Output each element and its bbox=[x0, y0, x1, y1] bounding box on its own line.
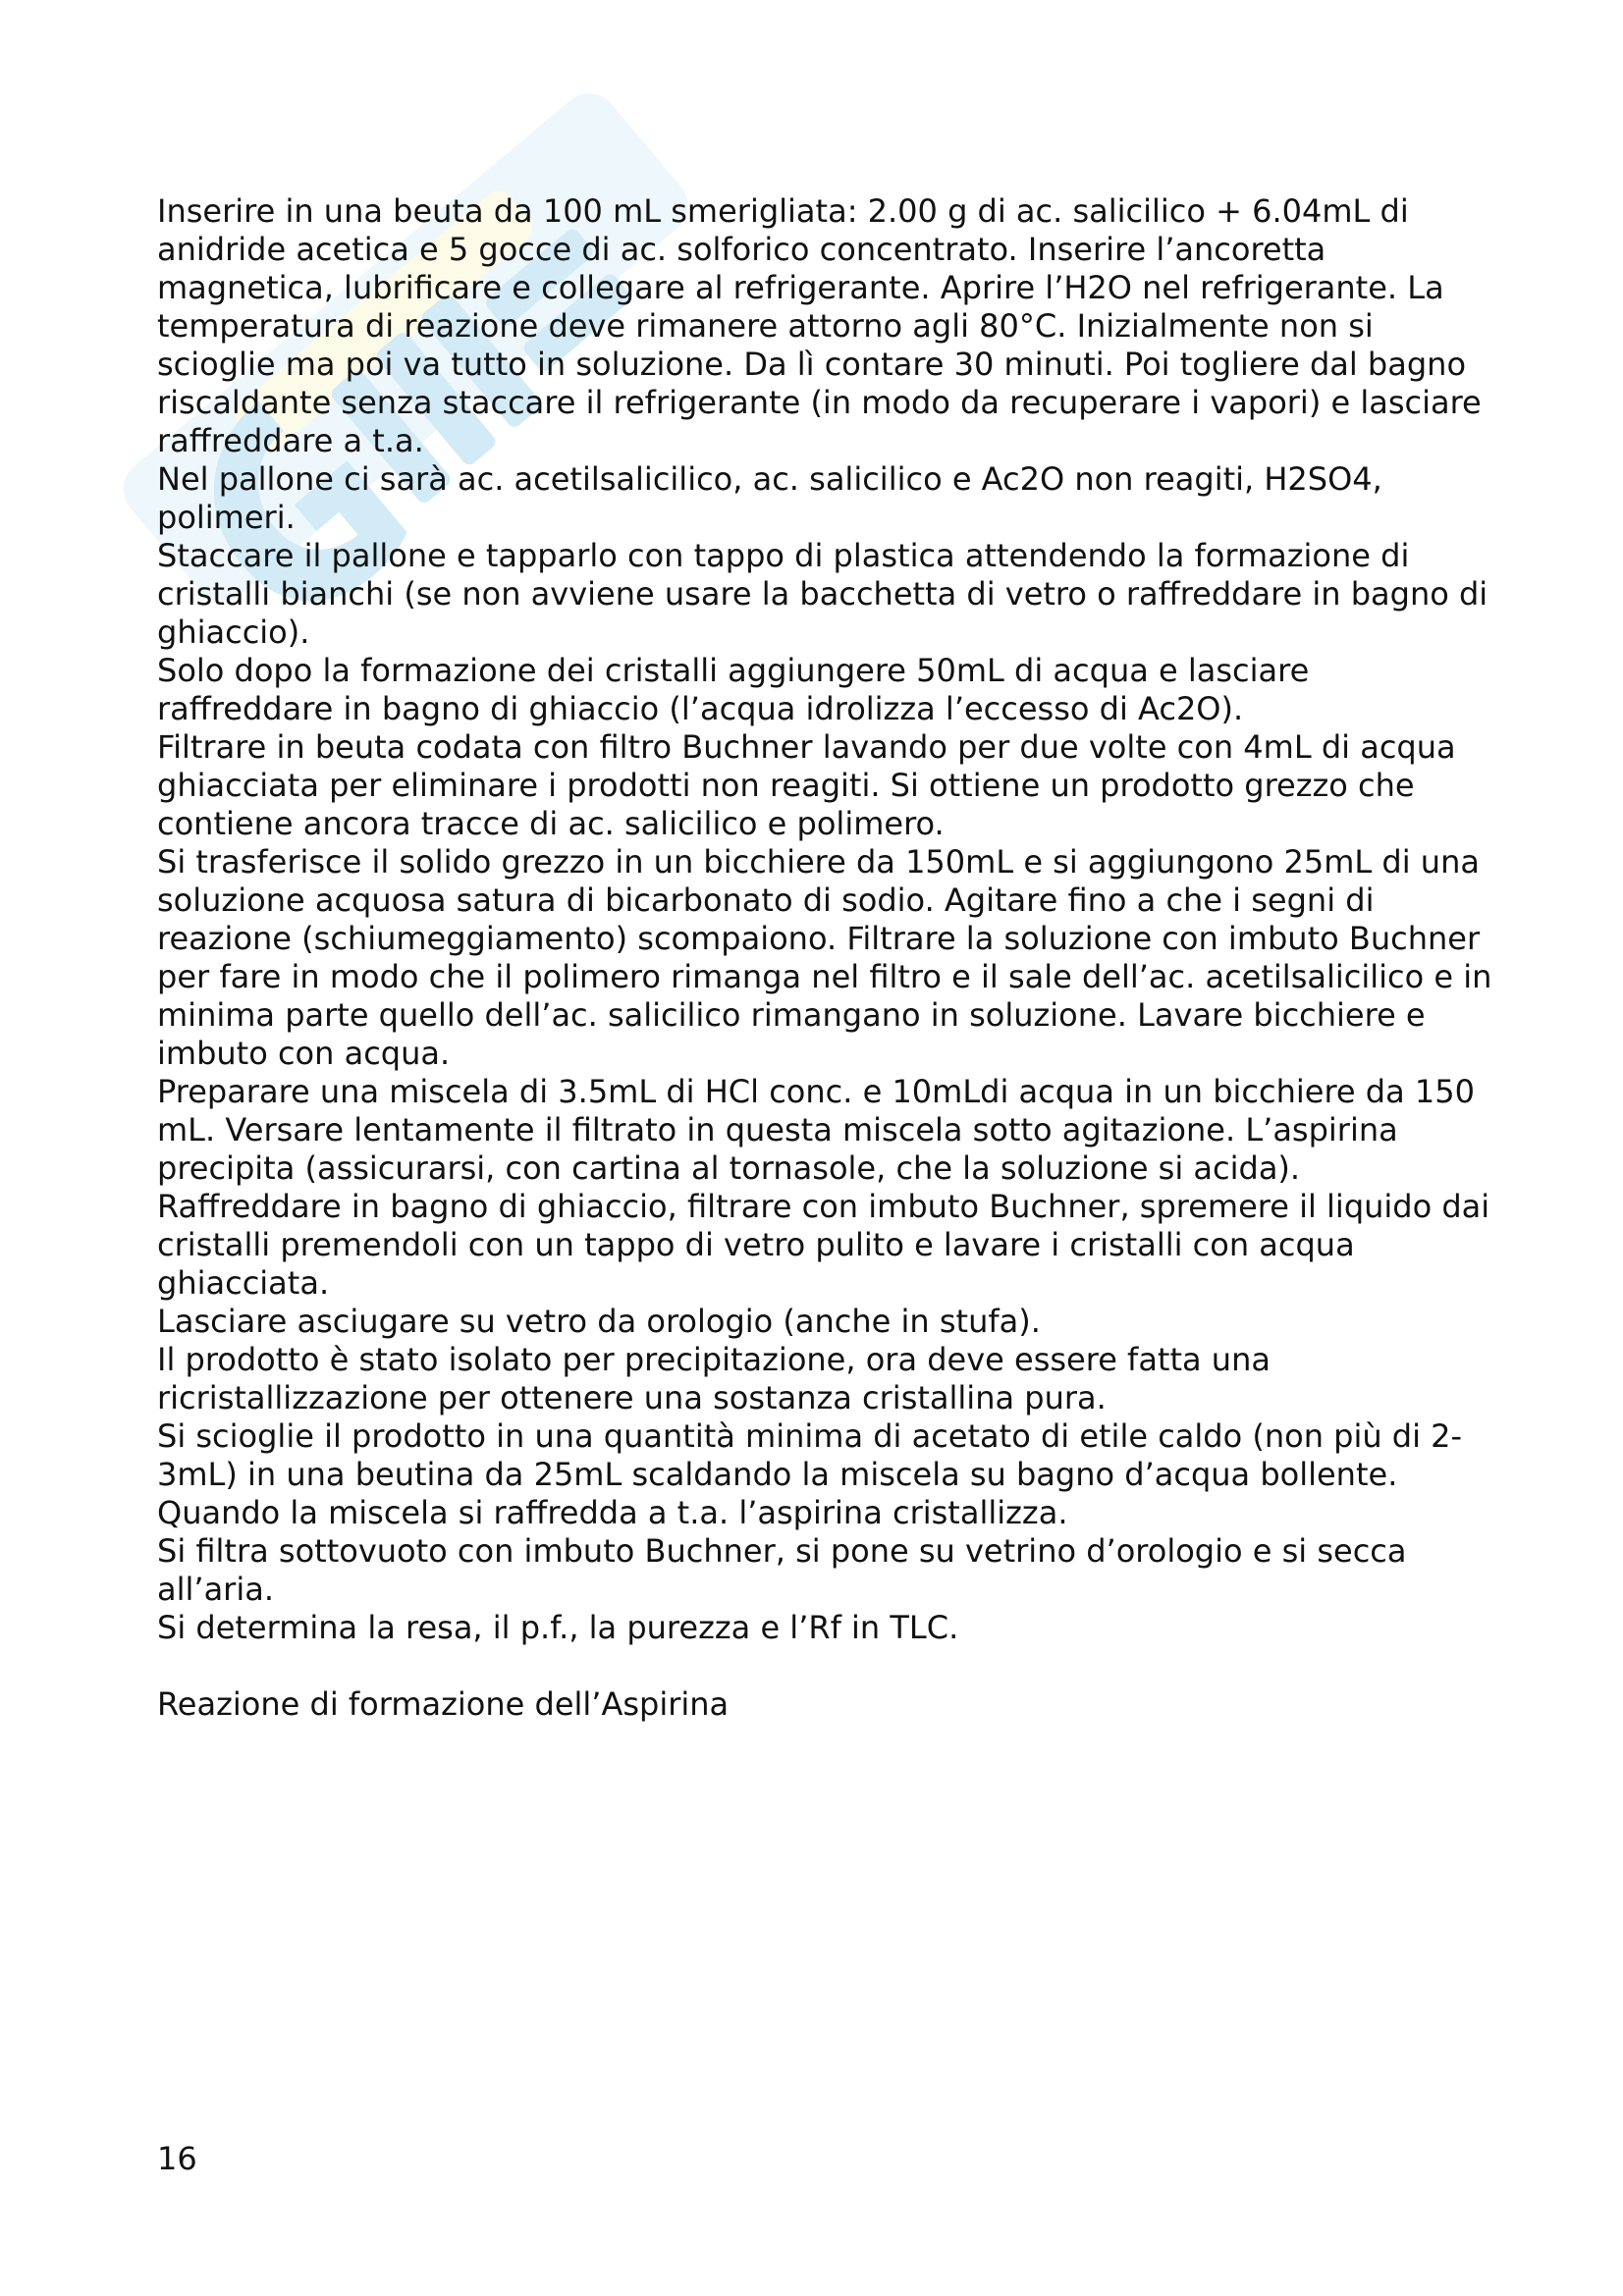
paragraph: Si determina la resa, il p.f., la purezza e l’Rf in TLC. bbox=[157, 1609, 959, 1646]
paragraph: Il prodotto è stato isolato per precipitazione, ora deve essere fatta una ricristallizzazione per ottenere una sostanza cristallina pura. bbox=[157, 1341, 1271, 1416]
paragraph: Si trasferisce il solido grezzo in un bicchiere da 150mL e si aggiungono 25mL di una soluzione acquosa satura di bicarbonato di sodio. Agitare fino a che i segni di reazione (schiumeggiamento) scompaiono. Filtrare la soluzione con imbuto Buchner per fare in modo che il polimero rimanga nel filtro e il sale dell’ac. acetilsalicilico e in minima parte quello dell’ac. salicilico rimangano in soluzione. Lavare bicchiere e imbuto con acqua. bbox=[157, 843, 1492, 1072]
paragraph: Si filtra sottovuoto con imbuto Buchner, si pone su vetrino d’orologio e si secca all’aria. bbox=[157, 1532, 1407, 1608]
paragraph: Staccare il pallone e tapparlo con tappo di plastica attendendo la formazione di cristalli bianchi (se non avviene usare la bacchetta di vetro o raffreddare in bagno di ghiaccio). bbox=[157, 537, 1488, 651]
paragraph: Inserire in una beuta da 100 mL smerigliata: 2.00 g di ac. salicilico + 6.04mL di anidride acetica e 5 gocce di ac. solforico concentrato. Inserire l’ancoretta magnetica, lubrificare e collegare al refrigerante. Aprire l’H2O nel refrigerante. La temperatura di reazione deve rimanere attorno agli 80°C. Inizialmente non si scioglie ma poi va tutto in soluzione. Da lì contare 30 minuti. Poi togliere dal bagno riscaldante senza staccare il refrigerante (in modo da recuperare i vapori) e lasciare raffreddare a t.a. bbox=[157, 192, 1482, 459]
paragraph: Solo dopo la formazione dei cristalli aggiungere 50mL di acqua e lasciare raffreddare in bagno di ghiaccio (l’acqua idrolizza l’eccesso di Ac2O). bbox=[157, 652, 1310, 727]
page-number: 16 bbox=[157, 2140, 197, 2177]
paragraph: Filtrare in beuta codata con filtro Buchner lavando per due volte con 4mL di acqua ghiacciata per eliminare i prodotti non reagiti. Si ottiene un prodotto grezzo che contiene ancora tracce di ac. salicilico e polimero. bbox=[157, 728, 1456, 842]
paragraph: Si scioglie il prodotto in una quantità minima di acetato di etile caldo (non più di 2- 3mL) in una beutina da 25mL scaldando la miscela su bagno d’acqua bollente. Quando la miscela si raffredda a t.a. l’aspirina cristallizza. bbox=[157, 1417, 1463, 1531]
paragraph: Nel pallone ci sarà ac. acetilsalicilico, ac. salicilico e Ac2O non reagiti, H2SO4, polimeri. bbox=[157, 460, 1382, 536]
paragraph: Preparare una miscela di 3.5mL di HCl conc. e 10mLdi acqua in un bicchiere da 150 mL. Versare lentamente il filtrato in questa miscela sotto agitazione. L’aspirina precipita (assicurarsi, con cartina al tornasole, che la soluzione si acida). bbox=[157, 1073, 1475, 1187]
document-body bbox=[157, 192, 1492, 1724]
paragraph: Lasciare asciugare su vetro da orologio (anche in stufa). bbox=[157, 1303, 1041, 1340]
reaction-caption: Reazione di formazione dell’Aspirina bbox=[157, 1685, 730, 1723]
paragraph: Raffreddare in bagno di ghiaccio, filtrare con imbuto Buchner, spremere il liquido dai cristalli premendoli con un tappo di vetro pulito e lavare i cristalli con acqua ghiacciata. bbox=[157, 1188, 1490, 1302]
